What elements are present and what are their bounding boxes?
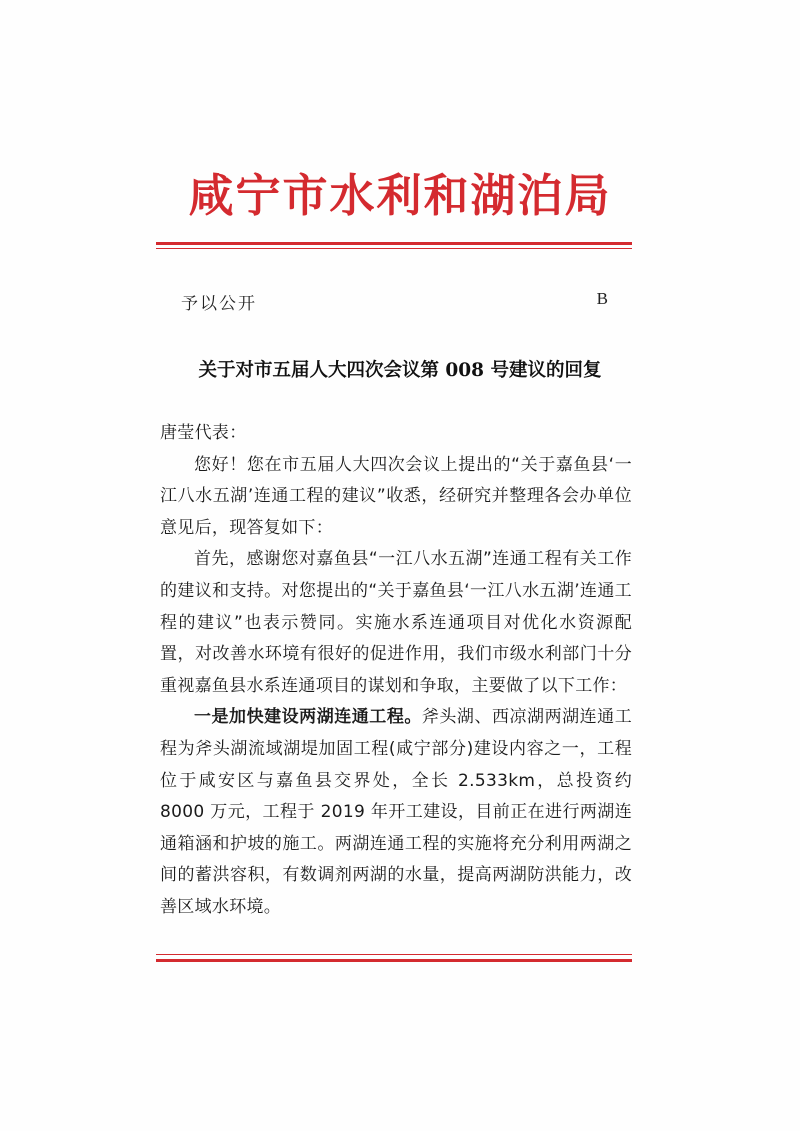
- paragraph: [160, 450, 632, 545]
- disclosure-label: 予以公开: [181, 294, 257, 314]
- paragraph-text: 您好！您在市五届人大四次会议上提出的“关于嘉鱼县‘一江八水五湖’连通工程的建议”收悉，经研究并整理各会办单位意见后，现答复如下：: [160, 454, 632, 538]
- letterhead-rule-thick: [156, 242, 632, 245]
- paragraph-lead: 一是加快建设两湖连通工程。: [194, 707, 422, 728]
- paragraph: [160, 702, 632, 923]
- footer-rule-thick: [156, 959, 632, 962]
- category-label: B: [596, 289, 608, 308]
- letterhead-rule-thin: [156, 248, 632, 249]
- paragraph-text: 斧头湖、西凉湖两湖连通工程为斧头湖流域湖堤加固工程(咸宁部分)建设内容之一，工程位于咸安区与嘉鱼县交界处，全长 2.533km，总投资约 8000 万元，工程于 2019 年开工建设，目前正在进行两湖连通箱涵和护坡的施工。两湖连通工程的实施将充分利用两湖之间的蓄洪容积，有数调剂两湖的水量，提高两湖防洪能力，改善区域水环境。: [160, 707, 632, 917]
- letterhead-title: 咸宁市水利和湖泊局: [188, 169, 612, 222]
- paragraph-text: 首先，感谢您对嘉鱼县“一江八水五湖”连通工程有关工作的建议和支持。对您提出的“关于嘉鱼县‘一江八水五湖’连通工程的建议”也表示赞同。实施水系连通项目对优化水资源配置，对改善水环境有很好的促进作用，我们市级水利部门十分重视嘉鱼县水系连通项目的谋划和争取，主要做了以下工作：: [160, 549, 632, 696]
- document-title: 关于对市五届人大四次会议第 008 号建议的回复: [198, 360, 602, 381]
- salutation: 唐莹代表：: [160, 423, 247, 443]
- document-body: [160, 418, 632, 924]
- footer-rule-thin: [156, 954, 632, 955]
- paragraph: [160, 544, 632, 702]
- meta-row: [181, 289, 608, 313]
